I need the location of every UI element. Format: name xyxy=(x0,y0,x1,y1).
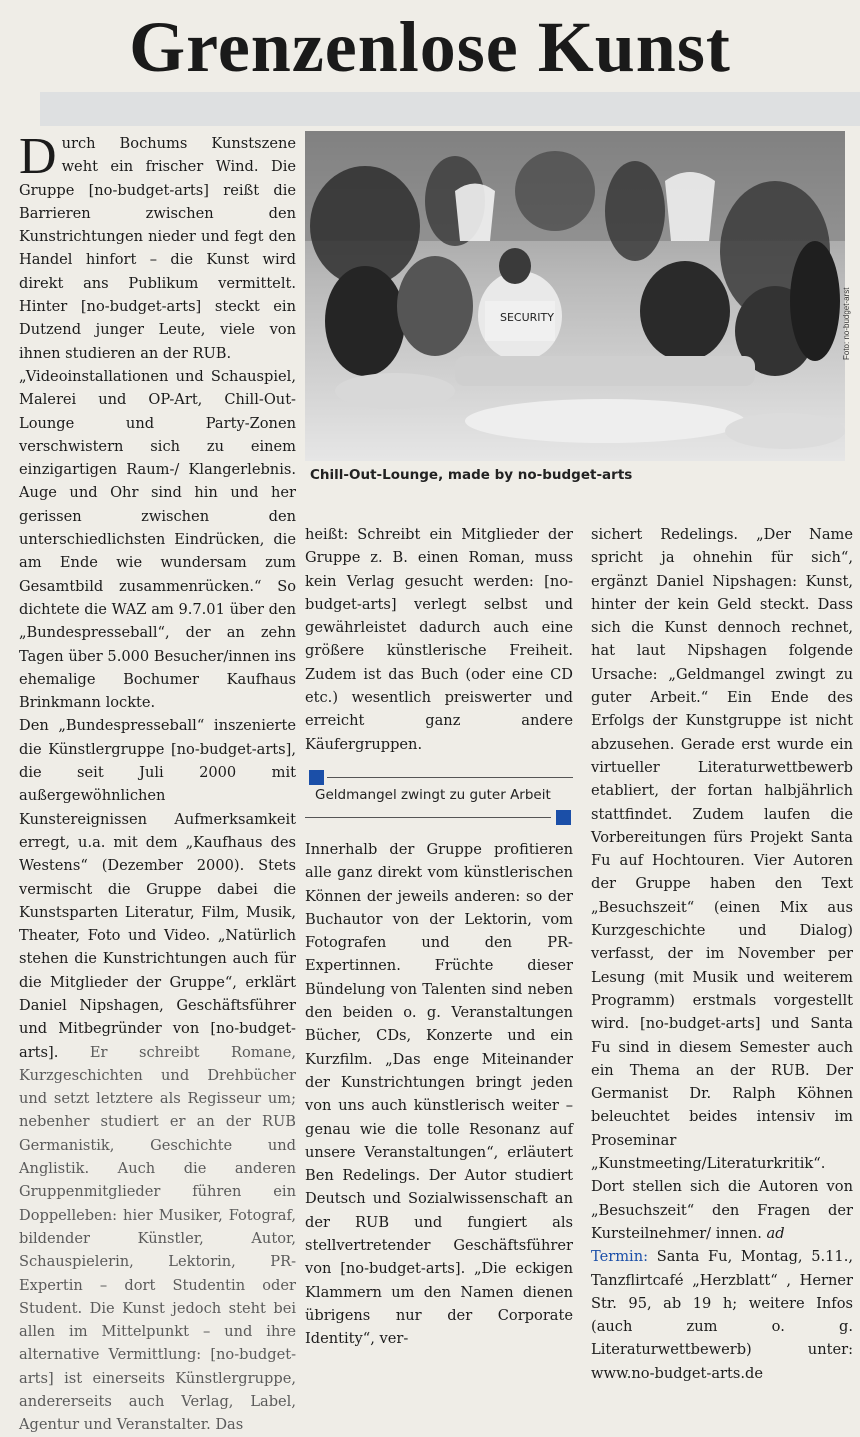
termin-paragraph: Termin: Santa Fu, Montag, 5.11., Tanzflirtcafé „Herzblatt“ , Herner Str. 95, ab 19 h; weitere Infos (auch zum o. g. Literaturwettbewerb) unter: www.no-budget-arts.de xyxy=(591,1248,853,1382)
author-initials: ad xyxy=(766,1224,785,1242)
subhead: Geldmangel zwingt zu guter Arbeit xyxy=(315,786,551,803)
divider-bottom xyxy=(305,817,551,818)
waz-quote-paragraph: „Videoinstallationen und Schauspiel, Malerei und OP-Art, Chill-Out-Lounge und Party-Zonen verschwistern sich zu einem einzigartigen Raum-/ Klangerlebnis. Auge und Ohr sind hin und her gerissen zwischen den unterschiedlichsten Eindrücken, die am Ende wie wundersam zum Gesamtbild zusammenrücken.“ So dichtete die WAZ am 9.7.01 über den „Bundespresseball“, der an zehn Tagen über 5.000 Besucher/innen ins ehemalige Bochumer Kaufhaus Brinkmann lockte. xyxy=(19,367,296,712)
column-1 xyxy=(19,128,296,1437)
intro-paragraph: Durch Bochums Kunstszene weht ein frischer Wind. Die Gruppe [no-budget-arts] reißt die Barrieren zwischen den Kunstrichtungen nieder und fegt den Handel hinfort – die Kunst wird direkt ans Publikum vermittelt. Hinter [no-budget-arts] steckt ein Dutzend junger Leute, viele von ihnen studieren an der RUB. xyxy=(19,128,296,362)
photo-credit: Foto: no-budget-arst xyxy=(842,287,851,360)
bundespresseball-paragraph: Den „Bundespresseball“ inszenierte die Künstlergruppe [no-budget-arts], die seit Juli 2000 mit außergewöhnlichen Kunstereignissen Aufmerksamkeit erregt, u.a. mit dem „Kaufhaus des Westens“ (Dezember 2000). Stets vermischt die Gruppe dabei die Kunstsparten Literatur, Film, Musik, Theater, Foto und Video. „Natürlich stehen die Kunstrichtungen auch für die Mitglieder der Gruppe“, erklärt Daniel Nipshagen, Geschäftsführer und Mitbegründer von [no-budget-arts]. Er schreibt Romane, Kurzgeschichten und Drehbücher und setzt letztere als Regisseur um; nebenher studiert er an der RUB Germanistik, Geschichte und Anglistik. Auch die anderen Gruppenmitglieder führen ein Doppelleben: hier Musiker, Fotograf, bildender Künstler, Autor, Schauspielerin, Lektorin, PR-Expertin – dort Studentin oder Student. Die Kunst jedoch steht bei allen im Mittelpunkt – und ihre alternative Vermittlung: [no-budget-arts] ist einerseits Künstlergruppe, andererseits auch Verlag, Label, Agentur und Veranstalter. Das xyxy=(19,717,296,1434)
redelings-paragraph: sichert Redelings. „Der Name spricht ja ohnehin für sich“, ergänzt Daniel Nipshagen: Kunst, hinter der kein Geld steckt. Dass sich die Kunst dennoch rechnet, hat laut Nipshagen folgende Ursache: „Geldmangel zwingt zu guter Arbeit.“ Ein Ende des Erfolgs der Kunstgruppe ist nicht abzusehen. Gerade erst wurde ein virtueller Literaturwettbewerb etabliert, der fortan halbjährlich stattfindet. Zudem laufen die Vorbereitungen fürs Projekt Santa Fu auf Hochtouren. Vier Autoren der Gruppe haben den Text „Besuchszeit“ (einen Mix aus Kurzgeschichte und Dialog) verfasst, der im November per Lesung (mit Musik und weiterem Programm) erstmals vorgestellt wird. [no-budget-arts] und Santa Fu sind in diesem Semester auch ein Thema an der RUB. Der Germanist Dr. Ralph Köhnen beleuchtet beides intensiv im Proseminar „Kunstmeeting/Literaturkritik“. Dort stellen sich die Autoren von „Besuchszeit“ den Fragen der Kursteilnehmer/ innen. ad xyxy=(591,526,853,1242)
accent-square-bottom xyxy=(556,810,571,825)
lounge-photo-illustration xyxy=(305,131,845,461)
subhead-box xyxy=(305,770,573,828)
shirt-text: SECURITY xyxy=(500,311,554,324)
termin-label: Termin: xyxy=(591,1248,649,1266)
divider-top xyxy=(327,777,573,778)
article-title: Grenzenlose Kunst xyxy=(129,7,731,87)
header-band xyxy=(40,92,860,126)
accent-square-top xyxy=(309,770,324,785)
verlag-paragraph: heißt: Schreibt ein Mitglieder der Gruppe z. B. einen Roman, muss kein Verlag gesucht werden: [no-budget-arts] verlegt selbst und gewährleistet dadurch auch eine größere künstlerische Freiheit. Zudem ist das Buch (oder eine CD etc.) wesentlich preiswerter und erreicht ganz andere Käufergruppen. xyxy=(305,526,573,753)
gruppe-paragraph: Innerhalb der Gruppe profitieren alle ganz direkt vom künstlerischen Können der jeweils anderen: so der Buchautor von der Lektorin, vom Fotografen und den PR-Expertinnen. Früchte dieser Bündelung von Talenten sind neben den beiden o. g. Veranstaltungen Bücher, CDs, Konzerte und ein Kurzfilm. „Das enge Miteinander der Kunstrichtungen bringt jeden von uns auch künstlerisch weiter – genau wie die tolle Resonanz auf unsere Veranstaltungen“, erläutert Ben Redelings. Der Autor studiert Deutsch und Sozialwissenschaft an der RUB und fungiert als stellvertretender Geschäftsführer von [no-budget-arts]. „Die eckigen Klammern um den Namen dienen übrigens nur der Corporate Identity“, ver- xyxy=(305,840,573,1348)
photo-caption: Chill-Out-Lounge, made by no-budget-arts xyxy=(310,467,633,483)
column-3 xyxy=(591,523,853,1385)
lounge-photo xyxy=(305,131,845,461)
column-2 xyxy=(305,523,573,1351)
drop-cap: D xyxy=(19,128,57,185)
